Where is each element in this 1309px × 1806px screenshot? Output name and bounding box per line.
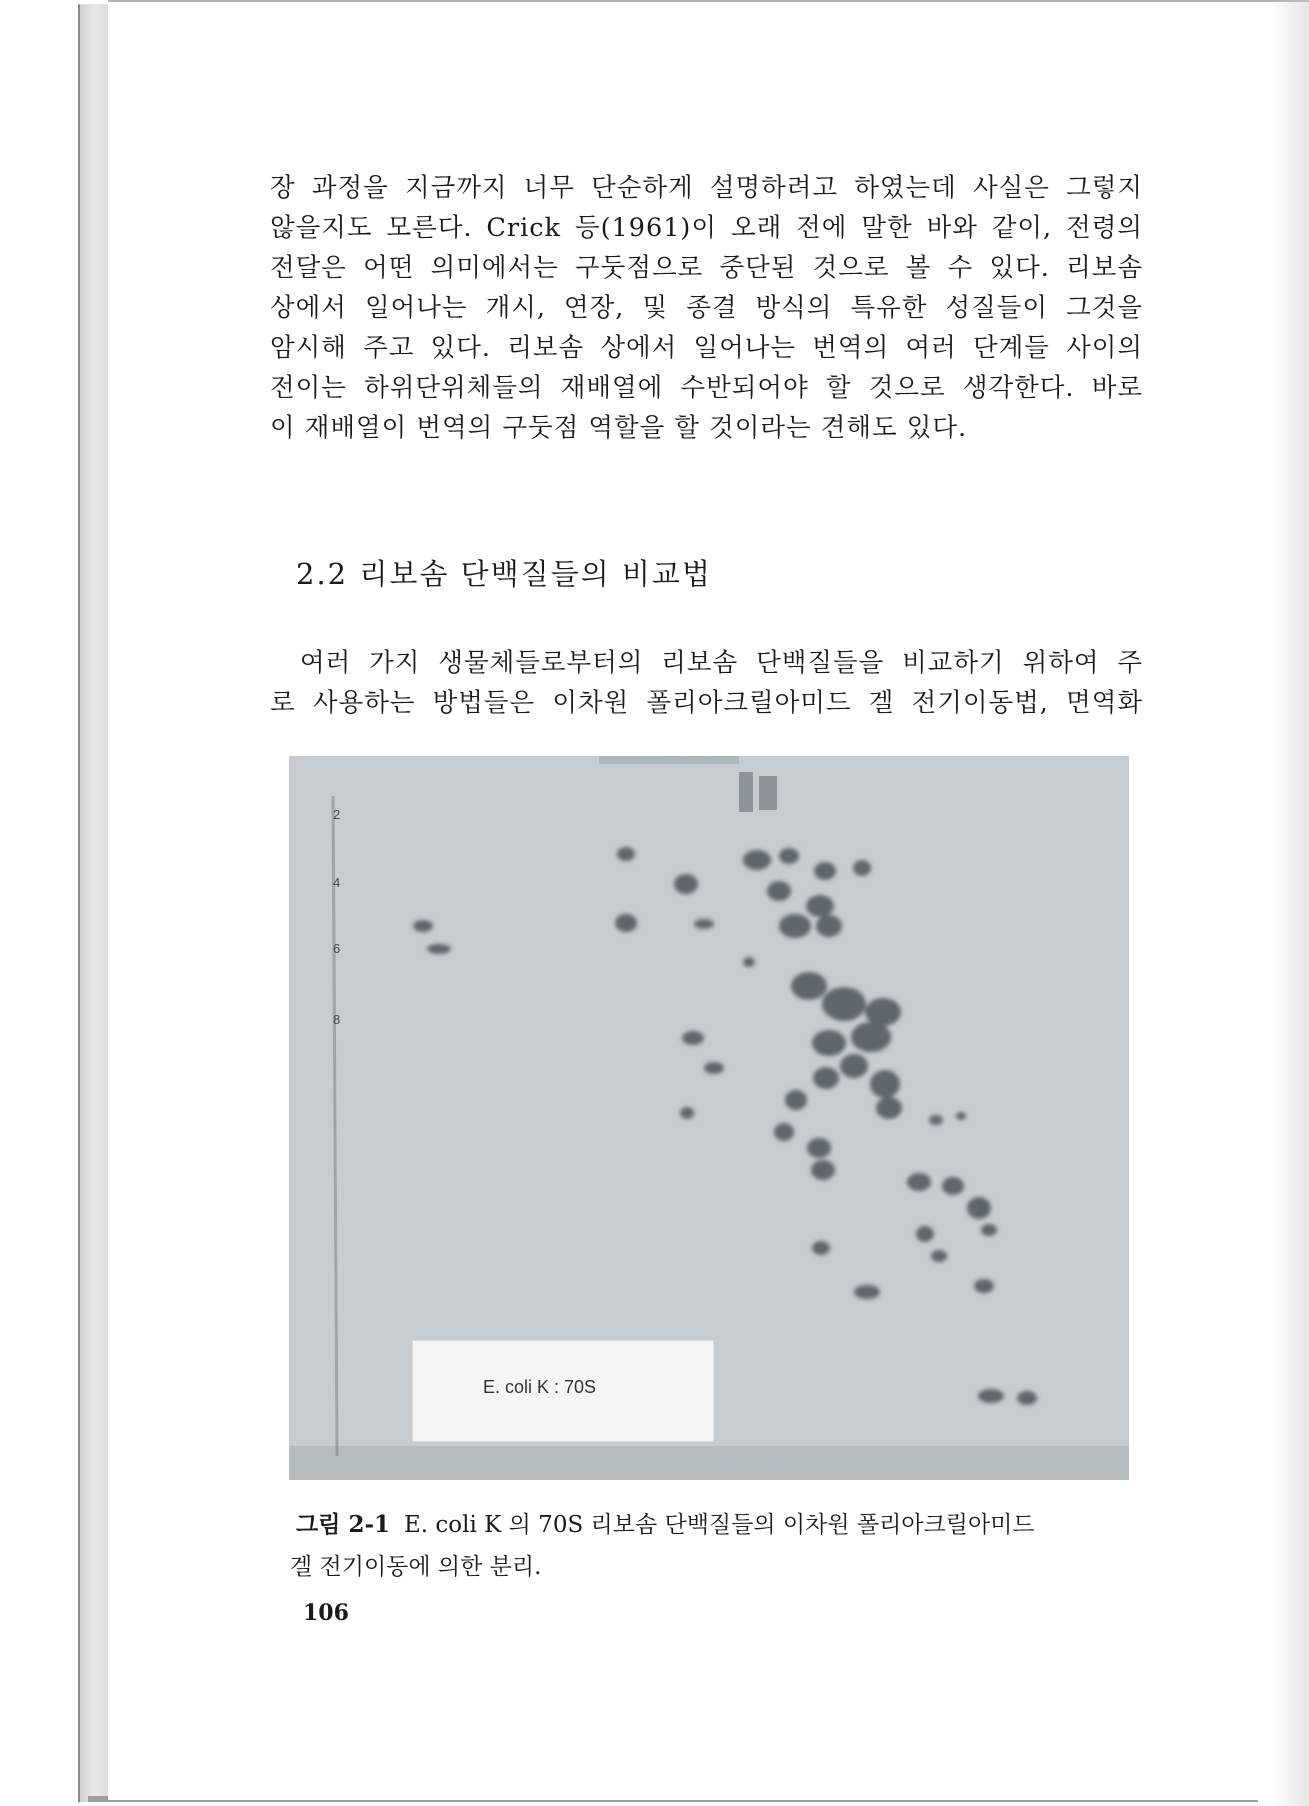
page-right-shadow [1269,0,1309,1806]
figure-label: E. coli K : 70S [483,1377,597,1397]
tick-label: 2 [333,807,341,822]
paragraph-line: 암시해 주고 있다. 리보솜 상에서 일어나는 번역의 여러 단계들 사이의 [270,333,1143,363]
paragraph-line: 상에서 일어나는 개시, 연장, 및 종결 방식의 특유한 성질들이 그것을 [270,293,1143,323]
gel-electrophoresis-figure [289,756,1129,1480]
caption-line-1 [296,1504,1134,1546]
tick-label: 8 [333,1012,341,1027]
tick-label: 4 [333,875,341,890]
paragraph-line: 장 과정을 지금까지 너무 단순하게 설명하려고 하였는데 사실은 그렇지 [270,173,1143,203]
paragraph-line: 전달은 어떤 의미에서는 구둣점으로 중단된 것으로 볼 수 있다. 리보솜 [270,253,1143,283]
paragraph-line: 여러 가지 생물체들로부터의 리보솜 단백질들을 비교하기 위하여 주 [300,648,1143,678]
tick-label: 6 [333,941,341,956]
paragraph-line: 로 사용하는 방법들은 이차원 폴리아크릴아미드 겔 전기이동법, 면역화 [270,688,1143,718]
paragraph-line: 전이는 하위단위체들의 재배열에 수반되어야 할 것으로 생각한다. 바로 [270,373,1143,403]
gel-bottom-band [289,1446,1129,1480]
caption-number: 그림 2-1 [296,1511,390,1538]
figure-caption [290,1504,1134,1588]
paragraph-line: 않을지도 모른다. Crick 등(1961)이 오래 전에 말한 바와 같이, 전령의 [270,213,1143,243]
section-heading: 2.2 리보솜 단백질들의 비교법 [296,557,712,591]
caption-text: E. coli K 의 70S 리보솜 단백질들의 이차원 폴리아크릴아미드 [404,1512,1035,1538]
caption-line-2: 겔 전기이동에 의한 분리. [290,1554,542,1580]
paragraph-1 [270,168,1143,448]
figure-label-box [412,1340,714,1442]
paragraph-2 [270,643,1143,723]
paragraph-line: 이 재배열이 번역의 구둣점 역할을 할 것이라는 견해도 있다. [270,413,968,443]
page-number: 106 [303,1600,349,1626]
